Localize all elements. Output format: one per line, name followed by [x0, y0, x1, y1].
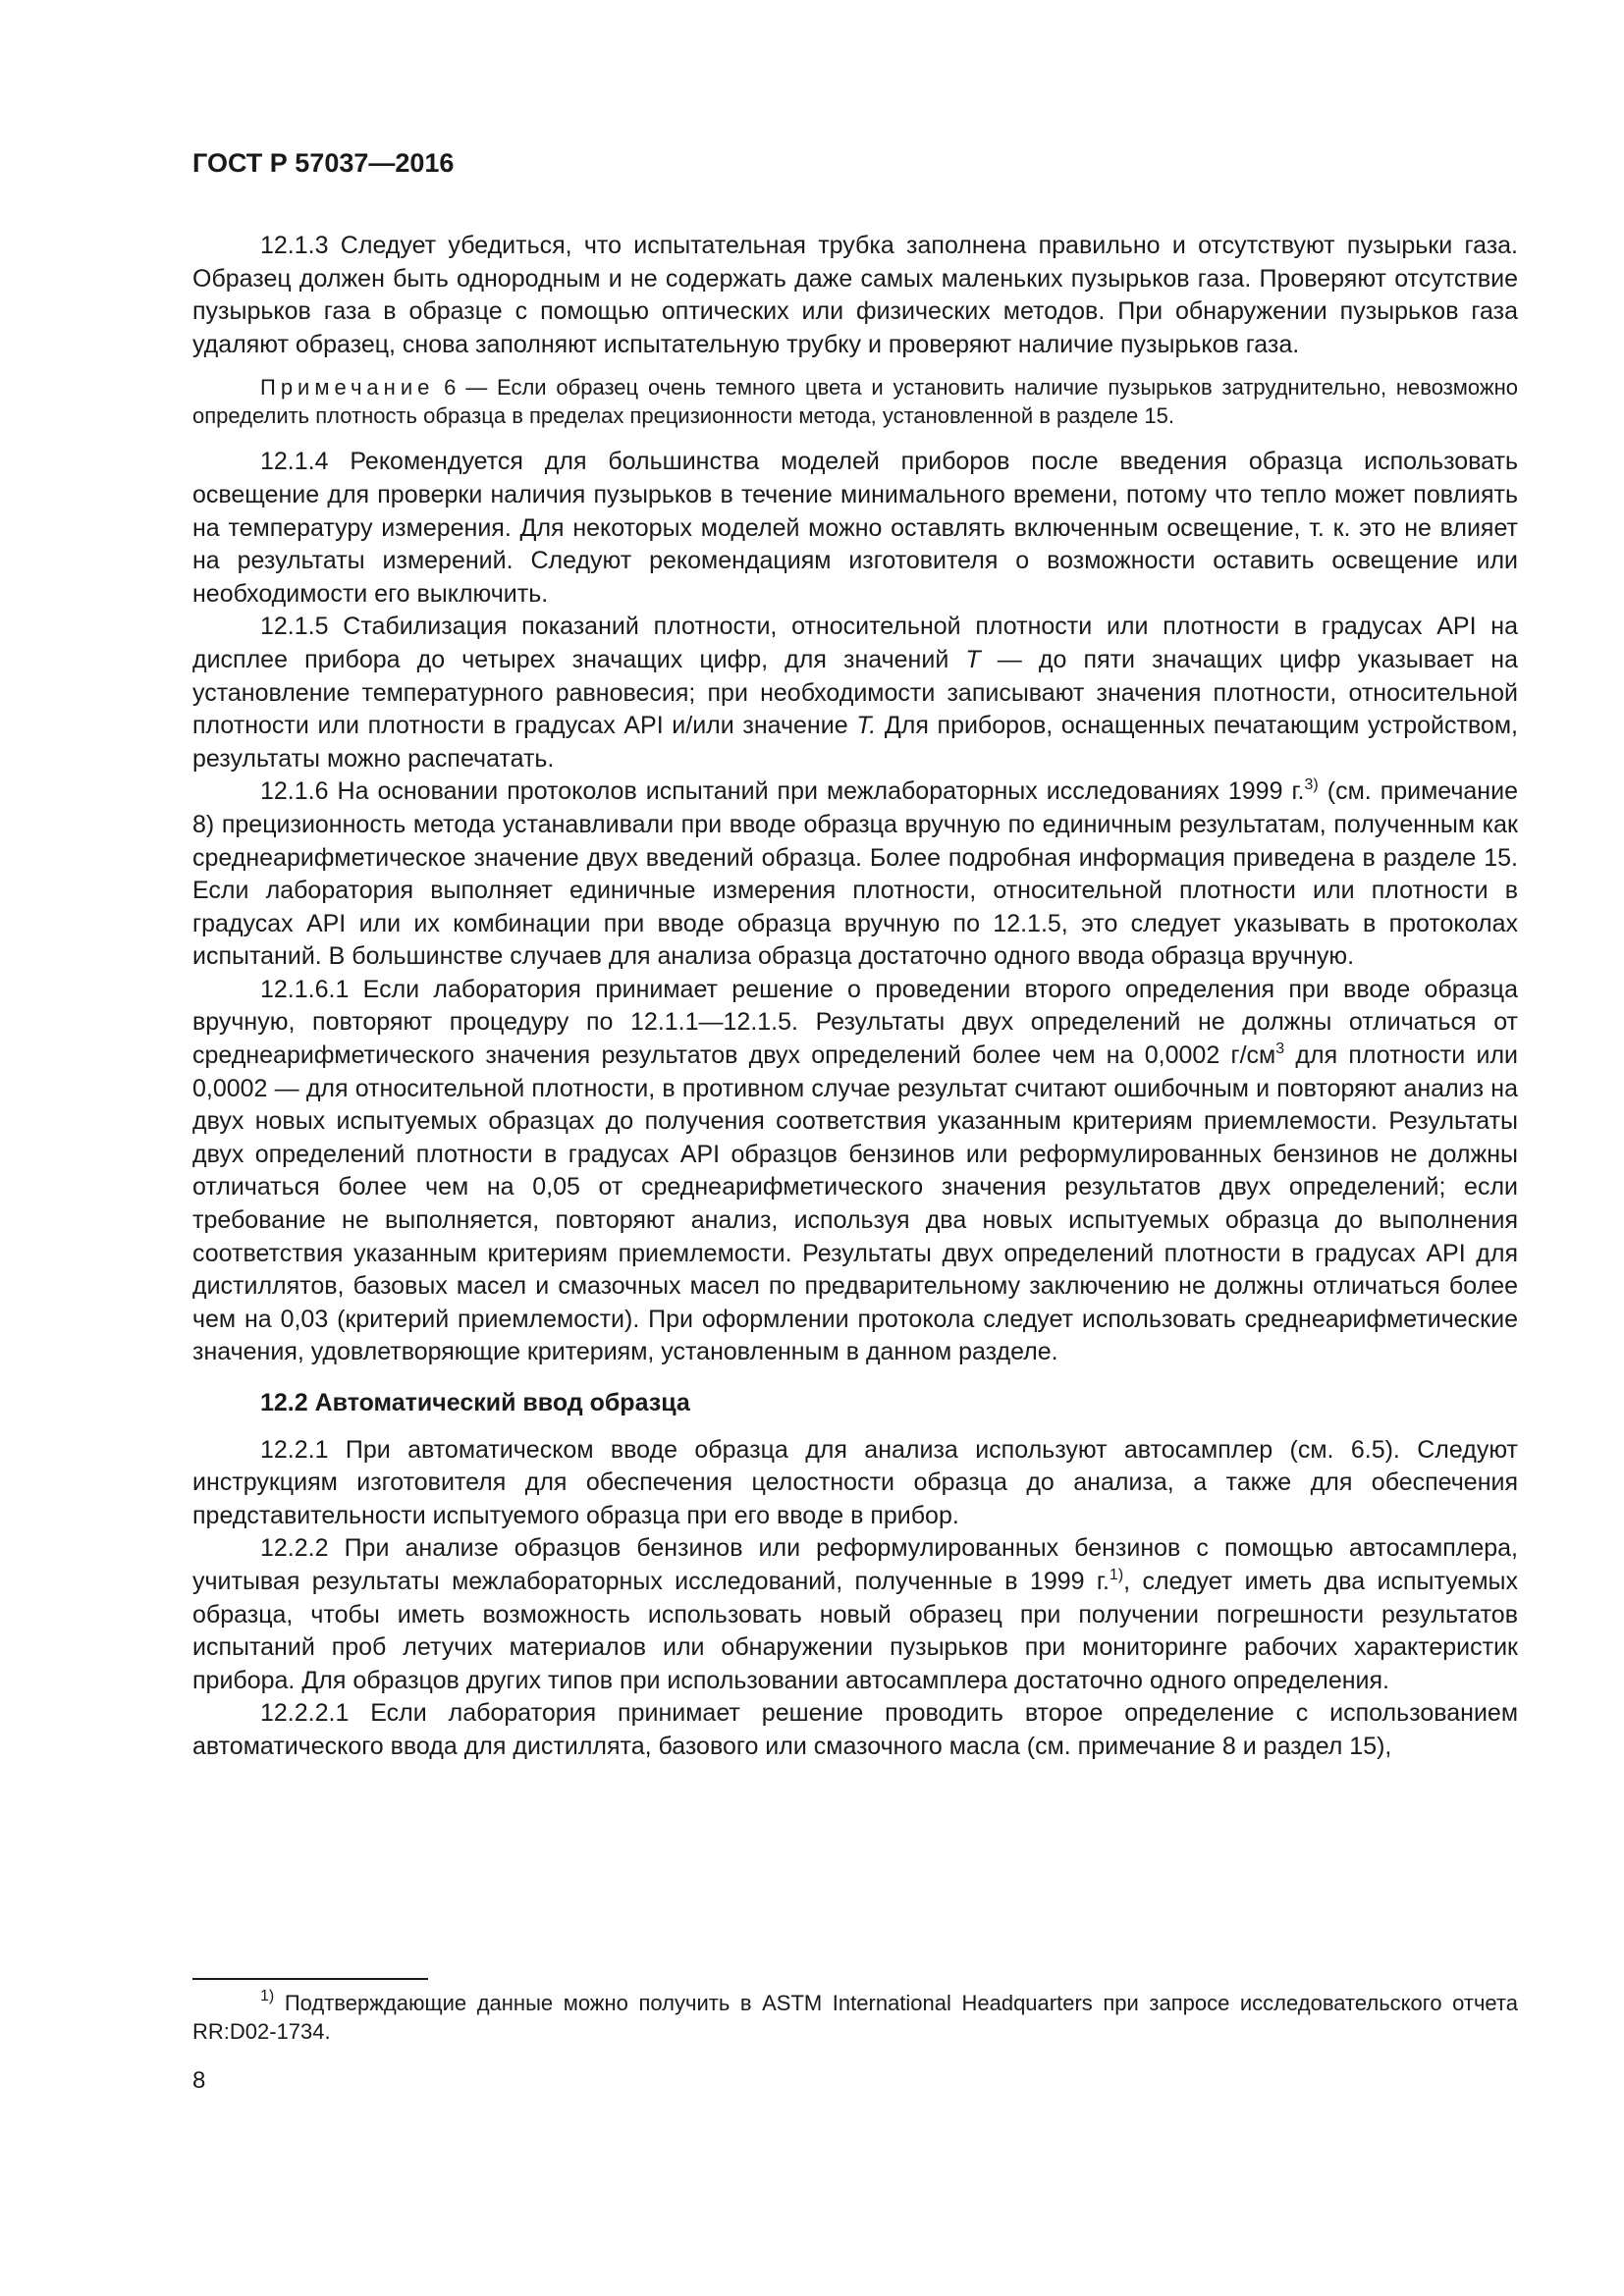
- paragraph-12-1-4: 12.1.4 Рекомендуется для большинства моделей приборов после введения образца использовать освещение для проверки наличия пузырьков в течение минимального времени, потому что тепло может повлиять на температуру измерения. Для некоторых моделей можно оставлять включенным освещение, т. к. это не влияет на результаты измерений. Следуют рекомендациям изготовителя о возможности оставить освещение или необходимости его выключить.: [192, 448, 1518, 608]
- note-label: Примечание: [260, 375, 435, 400]
- footnote-ref: 3): [1304, 776, 1319, 794]
- paragraph-12-1-6-1: [192, 974, 1518, 1369]
- paragraph-12-2-2-1: 12.2.2.1 Если лаборатория принимает решение проводить второе определение с использованием автоматического ввода для дистиллята, базового или смазочного масла (см. примечание 8 и раздел 15),: [192, 1699, 1518, 1760]
- paragraph-12-1-3: 12.1.3 Следует убедиться, что испытательная трубка заполнена правильно и отсутствуют пузырьки газа. Образец должен быть однородным и не содержать даже самых маленьких пузырьков газа. Проверяют отсутствие пузырьков газа в образце с помощью оптических или физических методов. При обнаружении пузырьков газа удаляют образец, снова заполняют испытательную трубку и проверяют наличие пузырьков газа.: [192, 232, 1518, 358]
- note-6: [192, 373, 1518, 430]
- symbol-t: T: [965, 645, 981, 673]
- text-run: Для приборов, оснащенных печатающим устройством, результаты можно распечатать.: [192, 712, 1518, 773]
- paragraph-12-2-1: 12.2.1 При автоматическом вводе образца для анализа используют автосамплер (см. 6.5). Следуют инструкциям изготовителя для обеспечения целостности образца до анализа, а также для обеспечения представительности испытуемого образца при его вводе в прибор.: [192, 1435, 1518, 1529]
- symbol-t: T.: [856, 712, 877, 740]
- paragraph-12-1-6: [192, 775, 1518, 974]
- footnote-divider: [192, 1978, 428, 1980]
- text-run: 12.1.6 На основании протоколов испытаний при межлабораторных исследованиях 1999 г.: [260, 777, 1305, 806]
- document-header: ГОСТ Р 57037—2016: [192, 148, 455, 178]
- text-run: 12.1.5 Стабилизация показаний плотности, относительной плотности или плотности в градусах API на дисплее прибора до четырех значащих цифр, для значений: [192, 613, 1518, 673]
- paragraph-12-2-2: [192, 1532, 1518, 1697]
- footnote: [192, 1989, 1518, 2046]
- section-heading-12-2: 12.2 Автоматический ввод образца: [260, 1389, 690, 1416]
- text-run: 12.2.2 При анализе образцов бензинов или реформулированных бензинов с помощью автосамплера, учитывая результаты межлабораторных исследований, полученные в 1999 г.: [192, 1534, 1518, 1595]
- text-run: (см. примечание 8) прецизионность метода устанавливали при вводе образца вручную по единичным результатам, полученным как среднеарифметическое значение двух введений образца. Более подробная информация приведена в разделе 15. Если лаборатория выполняет единичные измерения плотности, относительной плотности или плотности в градусах API или их комбинации при вводе образца вручную по 12.1.5, это следует указывать в протоколах испытаний. В большинстве случаев для анализа образца достаточно одного ввода образца вручную.: [192, 777, 1518, 971]
- text-run: 12.1.6.1 Если лаборатория принимает решение о проведении второго определения при вводе образца вручную, повторяют процедуру по 12.1.1—12.1.5. Результаты двух определений не должны отличаться от среднеарифметического значения результатов двух определений более чем на 0,0002 г/см: [192, 975, 1518, 1070]
- note-text: 6 — Если образец очень темного цвета и установить наличие пузырьков затруднительно, невозможно определить плотность образца в пределах прецизионности метода, установленной в разделе 15.: [192, 375, 1518, 429]
- text-run: для плотности или 0,0002 — для относительной плотности, в противном случае результат считают ошибочным и повторяют анализ на двух новых испытуемых образцах до получения соответствия указанным критериям приемлемости. Результаты двух определений плотности в градусах API образцов бензинов или реформулированных бензинов не должны отличаться более чем на 0,05 от среднеарифметического значения результатов двух определений; если требование не выполняется, повторяют анализ, используя два новых испытуемых образца до выполнения соответствия указанным критериям приемлемости. Результаты двух определений плотности в градусах API для дистиллятов, базовых масел и смазочных масел по предварительному заключению не должны отличаться более чем на 0,03 (критерий приемлемости). При оформлении протокола следует использовать среднеарифметические значения, удовлетворяющие критериям, установленным в данном разделе.: [192, 1041, 1519, 1366]
- superscript: 3: [1275, 1041, 1285, 1058]
- paragraph-12-1-5: [192, 611, 1518, 775]
- footnote-marker: 1): [260, 1988, 275, 2004]
- document-page: [192, 147, 1518, 1764]
- footnote-text: Подтверждающие данные можно получить в ASTM International Headquarters при запросе исследовательского отчета RR:D02-1734.: [192, 1991, 1518, 2044]
- page-number: 8: [192, 2067, 206, 2094]
- footnote-ref: 1): [1109, 1566, 1124, 1583]
- text-run: , следует иметь два испытуемых образца, чтобы иметь возможность использовать новый образец при получении погрешности результатов испытаний проб летучих материалов или обнаружении пузырьков при мониторинге рабочих характеристик прибора. Для образцов других типов при использовании автосамплера достаточно одного определения.: [192, 1567, 1518, 1694]
- text-run: — до пяти значащих цифр указывает на установление температурного равновесия; при необходимости записывают значения плотности, относительной плотности или плотности в градусах API и/или значение: [192, 645, 1518, 740]
